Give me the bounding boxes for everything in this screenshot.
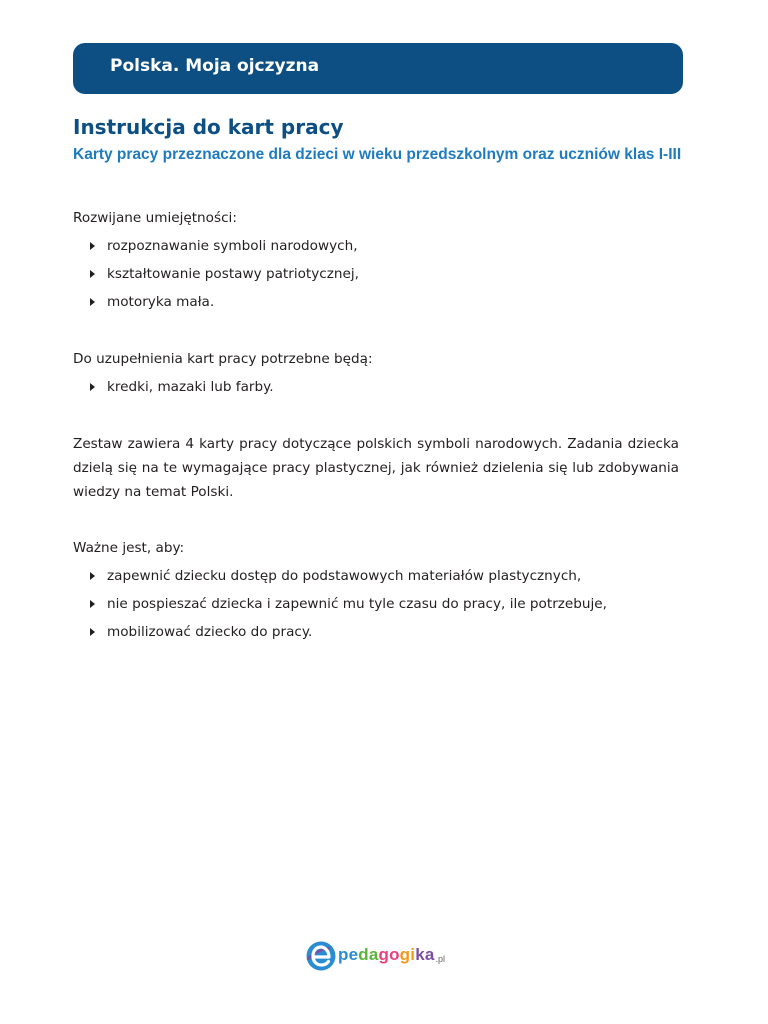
skills-heading: Rozwijane umiejętności:	[73, 210, 237, 226]
logo-part: pe	[338, 945, 359, 964]
list-item	[90, 232, 359, 260]
important-list	[90, 562, 607, 646]
logo-e-icon	[305, 939, 337, 971]
list-item	[90, 288, 359, 316]
bullet-arrow-icon	[90, 383, 95, 391]
list-item	[90, 260, 359, 288]
logo-part: gi	[399, 945, 416, 964]
header-banner	[73, 43, 683, 94]
document-title: Instrukcja do kart pracy	[73, 115, 344, 139]
list-item	[90, 618, 607, 646]
important-heading: Ważne jest, aby:	[73, 540, 185, 556]
bullet-arrow-icon	[90, 270, 95, 278]
description-paragraph: Zestaw zawiera 4 karty pracy dotyczące polskich symboli narodowych. Zadania dziecka dzielą się na te wymagające pracy plastycznej, jak również dzielenia się lub zdobywania wiedzy na temat Polski.	[73, 436, 679, 500]
bullet-arrow-icon	[90, 572, 95, 580]
logo-wordmark	[338, 945, 435, 965]
logo-part: ka	[415, 945, 435, 964]
list-item-text: kredki, mazaki lub farby.	[107, 379, 274, 395]
list-item-text: mobilizować dziecko do pracy.	[107, 624, 313, 640]
epedagogika-logo	[305, 937, 445, 971]
logo-domain-suffix: .pl	[435, 954, 446, 964]
list-item	[90, 590, 607, 618]
logo-part: go	[378, 945, 400, 964]
bullet-arrow-icon	[90, 600, 95, 608]
list-item-text: rozpoznawanie symboli narodowych,	[107, 238, 358, 254]
bullet-arrow-icon	[90, 242, 95, 250]
skills-list	[90, 232, 359, 316]
bullet-arrow-icon	[90, 298, 95, 306]
materials-list	[90, 373, 274, 401]
list-item	[90, 373, 274, 401]
bullet-arrow-icon	[90, 628, 95, 636]
list-item-text: nie pospieszać dziecka i zapewnić mu tyle czasu do pracy, ile potrzebuje,	[107, 596, 607, 612]
list-item	[90, 562, 607, 590]
materials-heading: Do uzupełnienia kart pracy potrzebne będą:	[73, 351, 373, 367]
list-item-text: motoryka mała.	[107, 294, 215, 310]
document-subtitle: Karty pracy przeznaczone dla dzieci w wieku przedszkolnym oraz uczniów klas I-III	[73, 146, 682, 163]
list-item-text: zapewnić dziecku dostęp do podstawowych materiałów plastycznych,	[107, 568, 582, 584]
logo-part: da	[358, 945, 379, 964]
header-title: Polska. Moja ojczyzna	[110, 56, 320, 76]
list-item-text: kształtowanie postawy patriotycznej,	[107, 266, 359, 282]
